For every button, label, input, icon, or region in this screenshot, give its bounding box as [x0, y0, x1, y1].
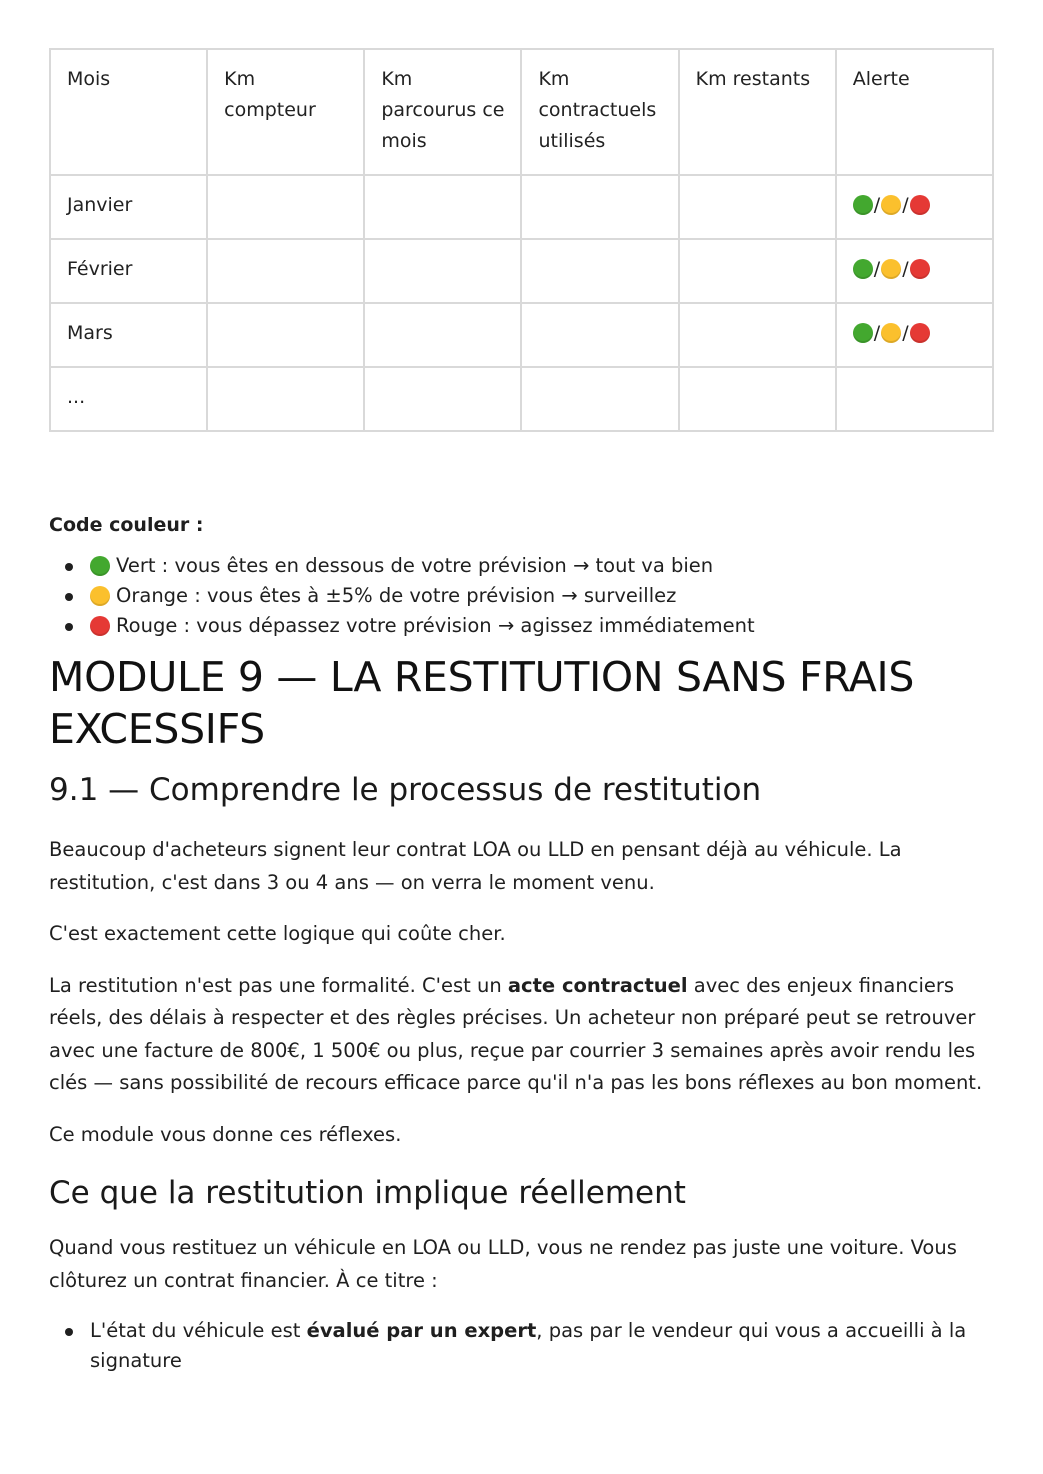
paragraph-implications: Quand vous restituez un véhicule en LOA ou LLD, vous ne rendez pas juste une voiture. Vous clôturez un contrat financier. À ce titre :	[49, 1236, 957, 1292]
bullet-icon	[65, 623, 73, 631]
alert-separator: /	[902, 194, 909, 216]
mileage-tracking-table	[49, 48, 994, 432]
module-title: MODULE 9 — LA RESTITUTION SANS FRAIS EXCESSIFS	[49, 653, 915, 753]
alert-separator: /	[873, 258, 881, 280]
color-code-text: Orange : vous êtes à ±5% de votre prévision → surveillez	[116, 584, 677, 607]
cell-alerte	[836, 367, 993, 431]
color-code-text: Rouge : vous dépassez votre prévision → agissez immédiatement	[116, 614, 755, 637]
paragraph-text: avec des enjeux financiers réels, des délais à respecter et des règles précises. Un acheteur non préparé peut se retrouver avec une facture de 800€, 1 500€ ou plus, reçue par courrier 3 semaines après avoir rendu les clés — sans possibilité de recours efficace parce qu'il n'a pas les bons réflexes au bon moment.	[49, 973, 983, 1094]
green-circle-icon	[853, 259, 873, 279]
list-item-text: L'état du véhicule est	[90, 1319, 307, 1342]
bullet-icon	[65, 1328, 73, 1336]
cell-empty	[521, 239, 678, 303]
yellow-circle-icon	[881, 195, 901, 215]
cell-alerte	[836, 239, 993, 303]
alert-separator: /	[873, 194, 881, 216]
green-circle-icon	[853, 323, 873, 343]
header-mois: Mois	[50, 49, 207, 175]
header-alerte: Alerte	[836, 49, 993, 175]
section-title: 9.1 — Comprendre le processus de restitution	[49, 772, 762, 808]
paragraph-text: La restitution n'est pas une formalité. C'est un	[49, 973, 508, 997]
implications-list	[49, 1316, 994, 1376]
list-item	[49, 1316, 994, 1376]
alert-separator: /	[902, 258, 909, 280]
alert-separator: /	[873, 322, 881, 344]
bullet-icon	[65, 593, 73, 601]
table-row	[50, 367, 993, 431]
paragraph-contract	[49, 970, 994, 1100]
yellow-circle-icon	[881, 259, 901, 279]
yellow-circle-icon	[881, 323, 901, 343]
paragraph-reflexes: Ce module vous donne ces réflexes.	[49, 1122, 402, 1146]
cell-mois: Janvier	[50, 175, 207, 239]
bold-term: acte contractuel	[507, 973, 688, 997]
paragraph-intro: Beaucoup d'acheteurs signent leur contrat LOA ou LLD en pensant déjà au véhicule. La restitution, c'est dans 3 ou 4 ans — on verra le moment venu.	[49, 838, 902, 894]
green-circle-icon	[853, 195, 873, 215]
cell-mois: Mars	[50, 303, 207, 367]
header-km-parcourus: Km parcourus ce mois	[364, 49, 521, 175]
subsection-title: Ce que la restitution implique réellement	[49, 1175, 686, 1211]
table-row	[50, 175, 993, 239]
document-page	[49, 48, 994, 1376]
header-km-contractuels: Km contractuels utilisés	[521, 49, 678, 175]
cell-mois: ...	[50, 367, 207, 431]
list-item-text: , pas par le vendeur qui vous a accueilli à la signature	[90, 1319, 967, 1372]
table-row	[50, 303, 993, 367]
red-circle-icon	[910, 195, 930, 215]
cell-empty	[521, 175, 678, 239]
color-code-title: Code couleur :	[49, 514, 204, 536]
table-row	[50, 239, 993, 303]
bullet-icon	[65, 563, 73, 571]
green-circle-icon	[90, 556, 110, 576]
header-km-compteur: Km compteur	[207, 49, 364, 175]
cell-empty	[364, 367, 521, 431]
yellow-circle-icon	[90, 586, 110, 606]
red-circle-icon	[910, 323, 930, 343]
cell-empty	[207, 239, 364, 303]
cell-empty	[364, 303, 521, 367]
cell-empty	[521, 367, 678, 431]
cell-empty	[207, 367, 364, 431]
color-code-item-green	[49, 551, 994, 581]
table-header-row	[50, 49, 993, 175]
cell-empty	[207, 175, 364, 239]
cell-mois: Février	[50, 239, 207, 303]
cell-alerte	[836, 303, 993, 367]
cell-alerte	[836, 175, 993, 239]
cell-empty	[679, 239, 836, 303]
color-code-list	[49, 551, 994, 641]
cell-empty	[364, 239, 521, 303]
cell-empty	[207, 303, 364, 367]
cell-empty	[521, 303, 678, 367]
table-body	[50, 175, 993, 431]
bold-term: évalué par un expert	[306, 1319, 537, 1342]
color-code-item-red	[49, 611, 994, 641]
cell-empty	[364, 175, 521, 239]
cell-empty	[679, 367, 836, 431]
red-circle-icon	[90, 616, 110, 636]
cell-empty	[679, 303, 836, 367]
color-code-text: Vert : vous êtes en dessous de votre prévision → tout va bien	[116, 554, 714, 577]
alert-separator: /	[902, 322, 909, 344]
header-km-restants: Km restants	[679, 49, 836, 175]
red-circle-icon	[910, 259, 930, 279]
cell-empty	[679, 175, 836, 239]
paragraph-logic: C'est exactement cette logique qui coûte cher.	[49, 922, 506, 945]
color-code-item-yellow	[49, 581, 994, 611]
